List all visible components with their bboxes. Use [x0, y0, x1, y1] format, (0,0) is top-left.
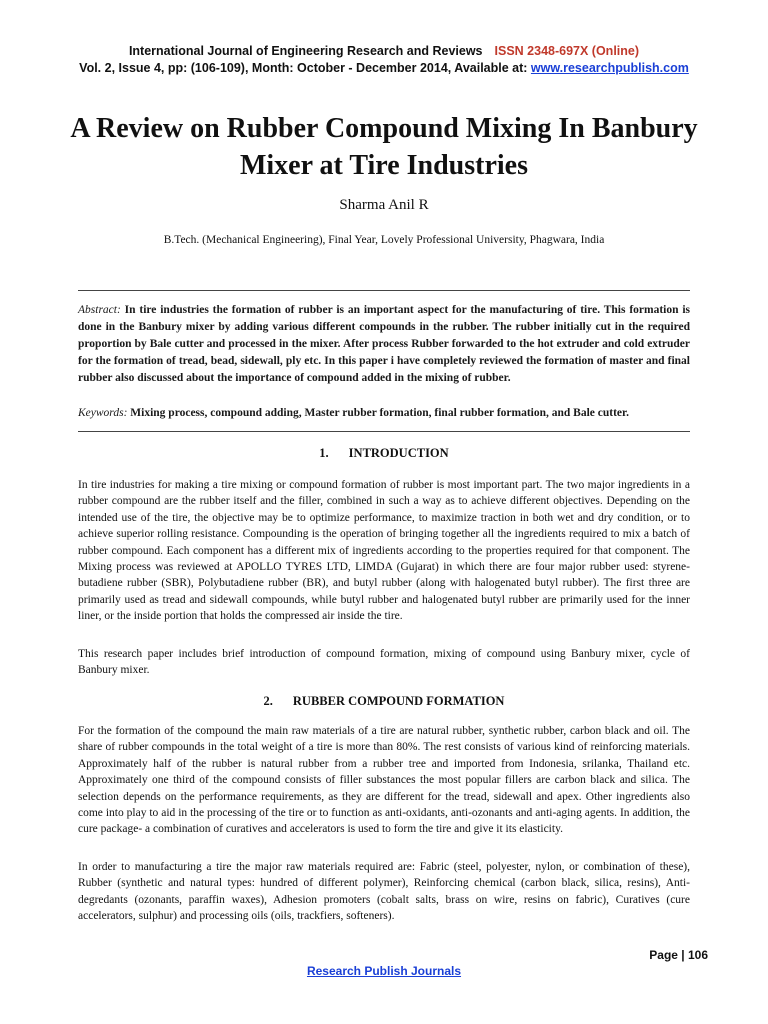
journal-name: International Journal of Engineering Research and Reviews [128, 44, 483, 58]
abstract [78, 302, 690, 387]
paragraph: This research paper includes brief introduction of compound formation, mixing of compound using Banbury mixer, cycle of Banbury mixer. [78, 648, 690, 677]
author-name: Sharma Anil R [339, 197, 429, 213]
keywords-text: Mixing process, compound adding, Master rubber formation, final rubber formation, and Bale cutter. [130, 407, 629, 419]
section-heading-introduction [0, 446, 768, 461]
paper-title: A Review on Rubber Compound Mixing In Banbury Mixer at Tire Industries [70, 113, 698, 181]
journal-header [0, 43, 768, 77]
paragraph: In order to manufacturing a tire the major raw materials required are: Fabric (steel, polyester, nylon, or combination of these), Rubber (synthetic and natural types: hundred of different polymer), Reinforcing chemical (carbon black, silica, resins), Anti-degredants (ozonants, paraffin waxes), Adhesion promoters (cobalt salts, brass on wire, resins on fabric), Curatives (cure accelerators, sulphur) and processing oils (oils, trackfiers, softeners). [78, 861, 690, 923]
abstract-label: Abstract: [78, 304, 121, 316]
author-affiliation: B.Tech. (Mechanical Engineering), Final Year, Lovely Professional University, Phagwara, India [163, 234, 605, 246]
issue-info: Vol. 2, Issue 4, pp: (106-109), Month: October - December 2014, Available at: [79, 61, 531, 75]
page-number: Page | 106 [649, 948, 708, 962]
paragraph: In tire industries for making a tire mixing or compound formation of rubber is most important part. The two major ingredients in a rubber compound are the rubber itself and the filler, combined in such a way as to achieve different objectives. Depending on the intended use of the tire, the objective may be to optimize performance, to maximize traction in both wet and dry condition, or to achieve superior rolling resistance. Compounding is the operation of bringing together all the ingredients required to mix a batch of rubber compound. Each component has a different mix of ingredients according to the properties required for that component. The Mixing process was reviewed at APOLLO TYRES LTD, LIMDA (Gujarat) in which there are four major rubber used: styrene-butadiene rubber (SBR), Polybutadiene rubber (BR), and butyl rubber (along with halogenated butyl rubber). The first three are primarily used as tread and sidewall compounds, while butyl rubber and halogenated butyl rubber are primarily used for the inner liner, or the inside portion that holds the compressed air inside the tire. [78, 479, 690, 623]
section-heading-rubber-compound-formation [0, 694, 768, 709]
publisher-link[interactable]: Research Publish Journals [306, 964, 462, 978]
website-link[interactable]: www.researchpublish.com [530, 61, 689, 75]
section-title: INTRODUCTION [348, 446, 449, 460]
keywords [78, 405, 690, 422]
section-number: 2. [263, 694, 273, 708]
section-title: RUBBER COMPOUND FORMATION [292, 694, 505, 708]
keywords-label: Keywords: [78, 407, 128, 419]
abstract-text: In tire industries the formation of rubber is an important aspect for the manufacturing of tire. This formation is done in the Banbury mixer by adding various different compounds in the rubber. The rubber initially cut in the required proportion by Bale cutter and processed in the mixer. After process Rubber forwarded to the hot extruder and cold extruder for the formation of tread, bead, sidewall, ply etc. In this paper i have completely reviewed the formation of master and final rubber also discussed about the importance of compound added in the mixing of rubber. [78, 304, 691, 384]
section-number: 1. [319, 446, 329, 460]
paragraph: For the formation of the compound the main raw materials of a tire are natural rubber, synthetic rubber, carbon black and oil. The share of rubber compounds in the total weight of a tire is more than 80%. The rest consists of various kind of reinforcing materials. Approximately half of the rubber is natural rubber from a rubber tree and imported from Indonesia, srilanka, Thailand etc. Approximately one third of the compound consists of filler substances the most popular fillers are carbon black and silica. The selection depends on the performance requirements, as they are different for the tread, sidewall and apex. Other ingredients also come into play to aid in the processing of the tire or to function as anti-oxidants, anti-ozonants and anti-aging agents. In addition, the cure package- a combination of curatives and accelerators is used to form the tire and give it its elasticity. [78, 725, 690, 836]
issn: ISSN 2348-697X (Online) [494, 44, 640, 58]
abstract-bottom-rule [78, 431, 690, 432]
abstract-top-rule [78, 290, 690, 291]
